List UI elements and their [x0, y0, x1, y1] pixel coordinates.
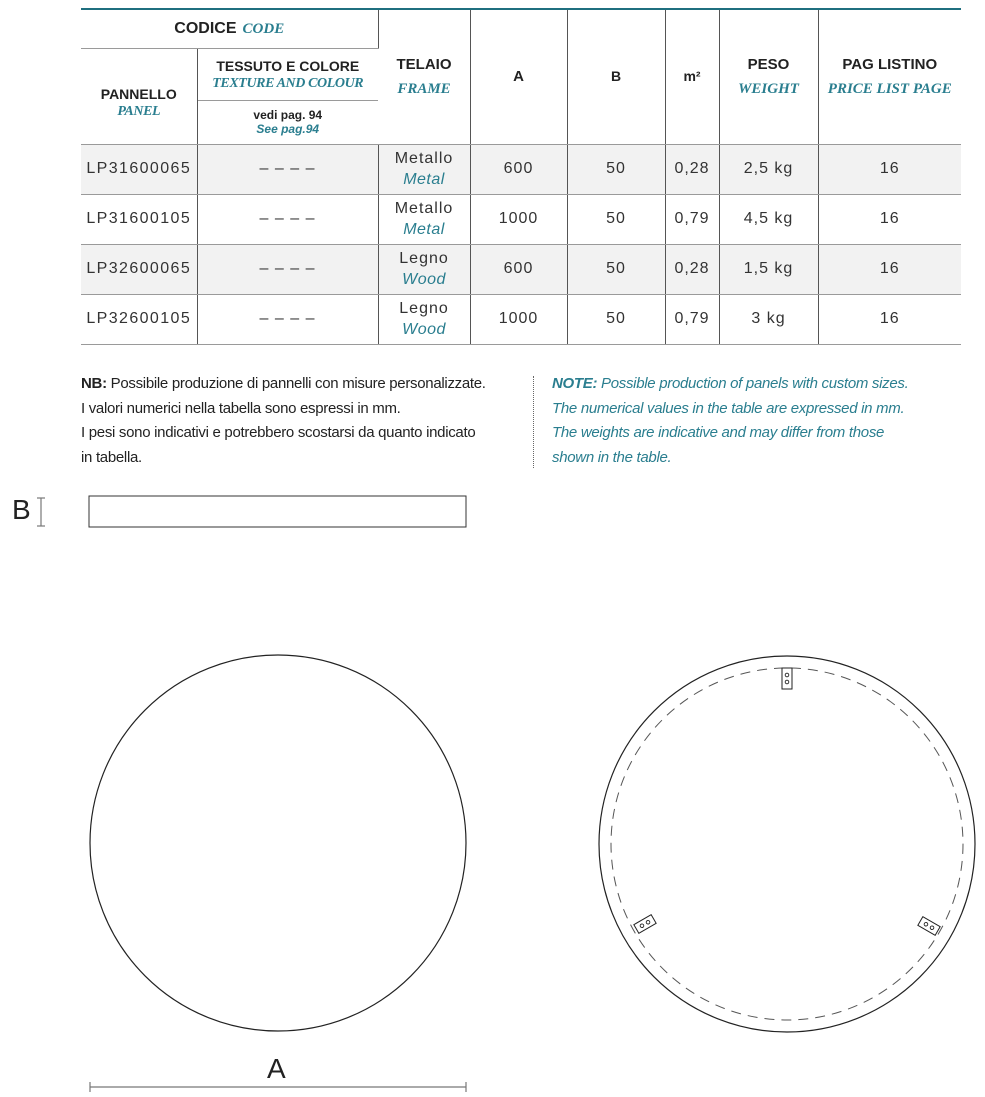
b-cell: 50 — [567, 144, 665, 194]
code-cell: LP32600065 — [81, 244, 197, 294]
a-cell: 1000 — [470, 194, 567, 244]
note-line: The weights are indicative and may differ from those — [552, 424, 885, 441]
code-cell: LP31600065 — [81, 144, 197, 194]
b-header-label: B — [610, 67, 622, 84]
m2-cell: 0,79 — [665, 294, 719, 344]
weight-cell: 1,5 kg — [719, 244, 818, 294]
price-page-cell: 16 — [818, 144, 961, 194]
frame-header-label: TELAIO — [396, 55, 452, 73]
texture-header-label: TESSUTO E COLORE — [216, 57, 360, 74]
price-page-header-label: PAG LISTINO — [842, 55, 938, 73]
code-header-label: CODICE — [174, 19, 237, 37]
code-cell: LP32600105 — [81, 294, 197, 344]
see-page-it: vedi pag. 94 — [253, 108, 323, 122]
panel-header-label: PANNELLO — [100, 85, 177, 102]
panel-back-view — [599, 656, 975, 1032]
m2-header-label: m² — [683, 67, 701, 84]
note-prefix: NB: — [81, 375, 107, 392]
dimension-label-b: B — [12, 494, 31, 525]
mounting-bracket-icon — [918, 917, 940, 936]
note-line: I valori numerici nella tabella sono espressi in mm. — [81, 399, 401, 417]
price-page-cell: 16 — [818, 244, 961, 294]
price-page-header-label-en: PRICE LIST PAGE — [827, 80, 952, 97]
texture-cell: – – – – — [197, 194, 378, 244]
price-page-cell: 16 — [818, 294, 961, 344]
weight-header-label: PESO — [747, 55, 790, 73]
panel-front-view — [90, 655, 466, 1031]
dimension-label-a: A — [267, 1053, 286, 1084]
note-line: The numerical values in the table are expressed in mm. — [552, 399, 905, 417]
mounting-bracket-icon — [634, 915, 656, 934]
b-cell: 50 — [567, 294, 665, 344]
frame-it: Metallo — [394, 150, 454, 167]
m2-cell: 0,28 — [665, 144, 719, 194]
note-text: Possibile produzione di pannelli con misure personalizzate. — [106, 375, 486, 392]
frame-it: Legno — [399, 300, 449, 317]
frame-header-label-en: FRAME — [397, 80, 451, 97]
code-cell: LP31600105 — [81, 194, 197, 244]
weight-header-label-en: WEIGHT — [738, 80, 799, 97]
frame-en: Wood — [402, 271, 446, 288]
a-header-label: A — [513, 67, 524, 85]
mounting-bracket-icon — [782, 668, 792, 689]
weight-cell: 3 kg — [719, 294, 818, 344]
frame-en: Wood — [402, 321, 446, 338]
m2-cell: 0,79 — [665, 194, 719, 244]
a-cell: 1000 — [470, 294, 567, 344]
texture-cell: – – – – — [197, 294, 378, 344]
note-line: I pesi sono indicativi e potrebbero scostarsi da quanto indicato — [81, 424, 476, 441]
note-prefix: NOTE: — [552, 375, 598, 392]
see-page-en: See pag.94 — [256, 122, 320, 136]
a-cell: 600 — [470, 144, 567, 194]
b-cell: 50 — [567, 244, 665, 294]
panel-side-view — [89, 496, 466, 527]
m2-cell: 0,28 — [665, 244, 719, 294]
texture-header-label-en: TEXTURE AND COLOUR — [212, 75, 364, 91]
b-cell: 50 — [567, 194, 665, 244]
price-page-cell: 16 — [818, 194, 961, 244]
b-dimension-marker — [37, 498, 45, 526]
panel-header-label-en: PANEL — [117, 103, 161, 119]
weight-cell: 2,5 kg — [719, 144, 818, 194]
texture-cell: – – – – — [197, 244, 378, 294]
note-text: Possible production of panels with custom sizes. — [597, 375, 909, 392]
frame-it: Metallo — [394, 200, 454, 217]
code-header-label-en: CODE — [242, 20, 285, 37]
frame-en: Metal — [403, 221, 445, 238]
note-line: in tabella. — [81, 448, 142, 466]
weight-cell: 4,5 kg — [719, 194, 818, 244]
texture-cell: – – – – — [197, 144, 378, 194]
frame-it: Legno — [399, 250, 449, 267]
note-line: shown in the table. — [552, 448, 672, 466]
frame-en: Metal — [403, 171, 445, 188]
a-cell: 600 — [470, 244, 567, 294]
